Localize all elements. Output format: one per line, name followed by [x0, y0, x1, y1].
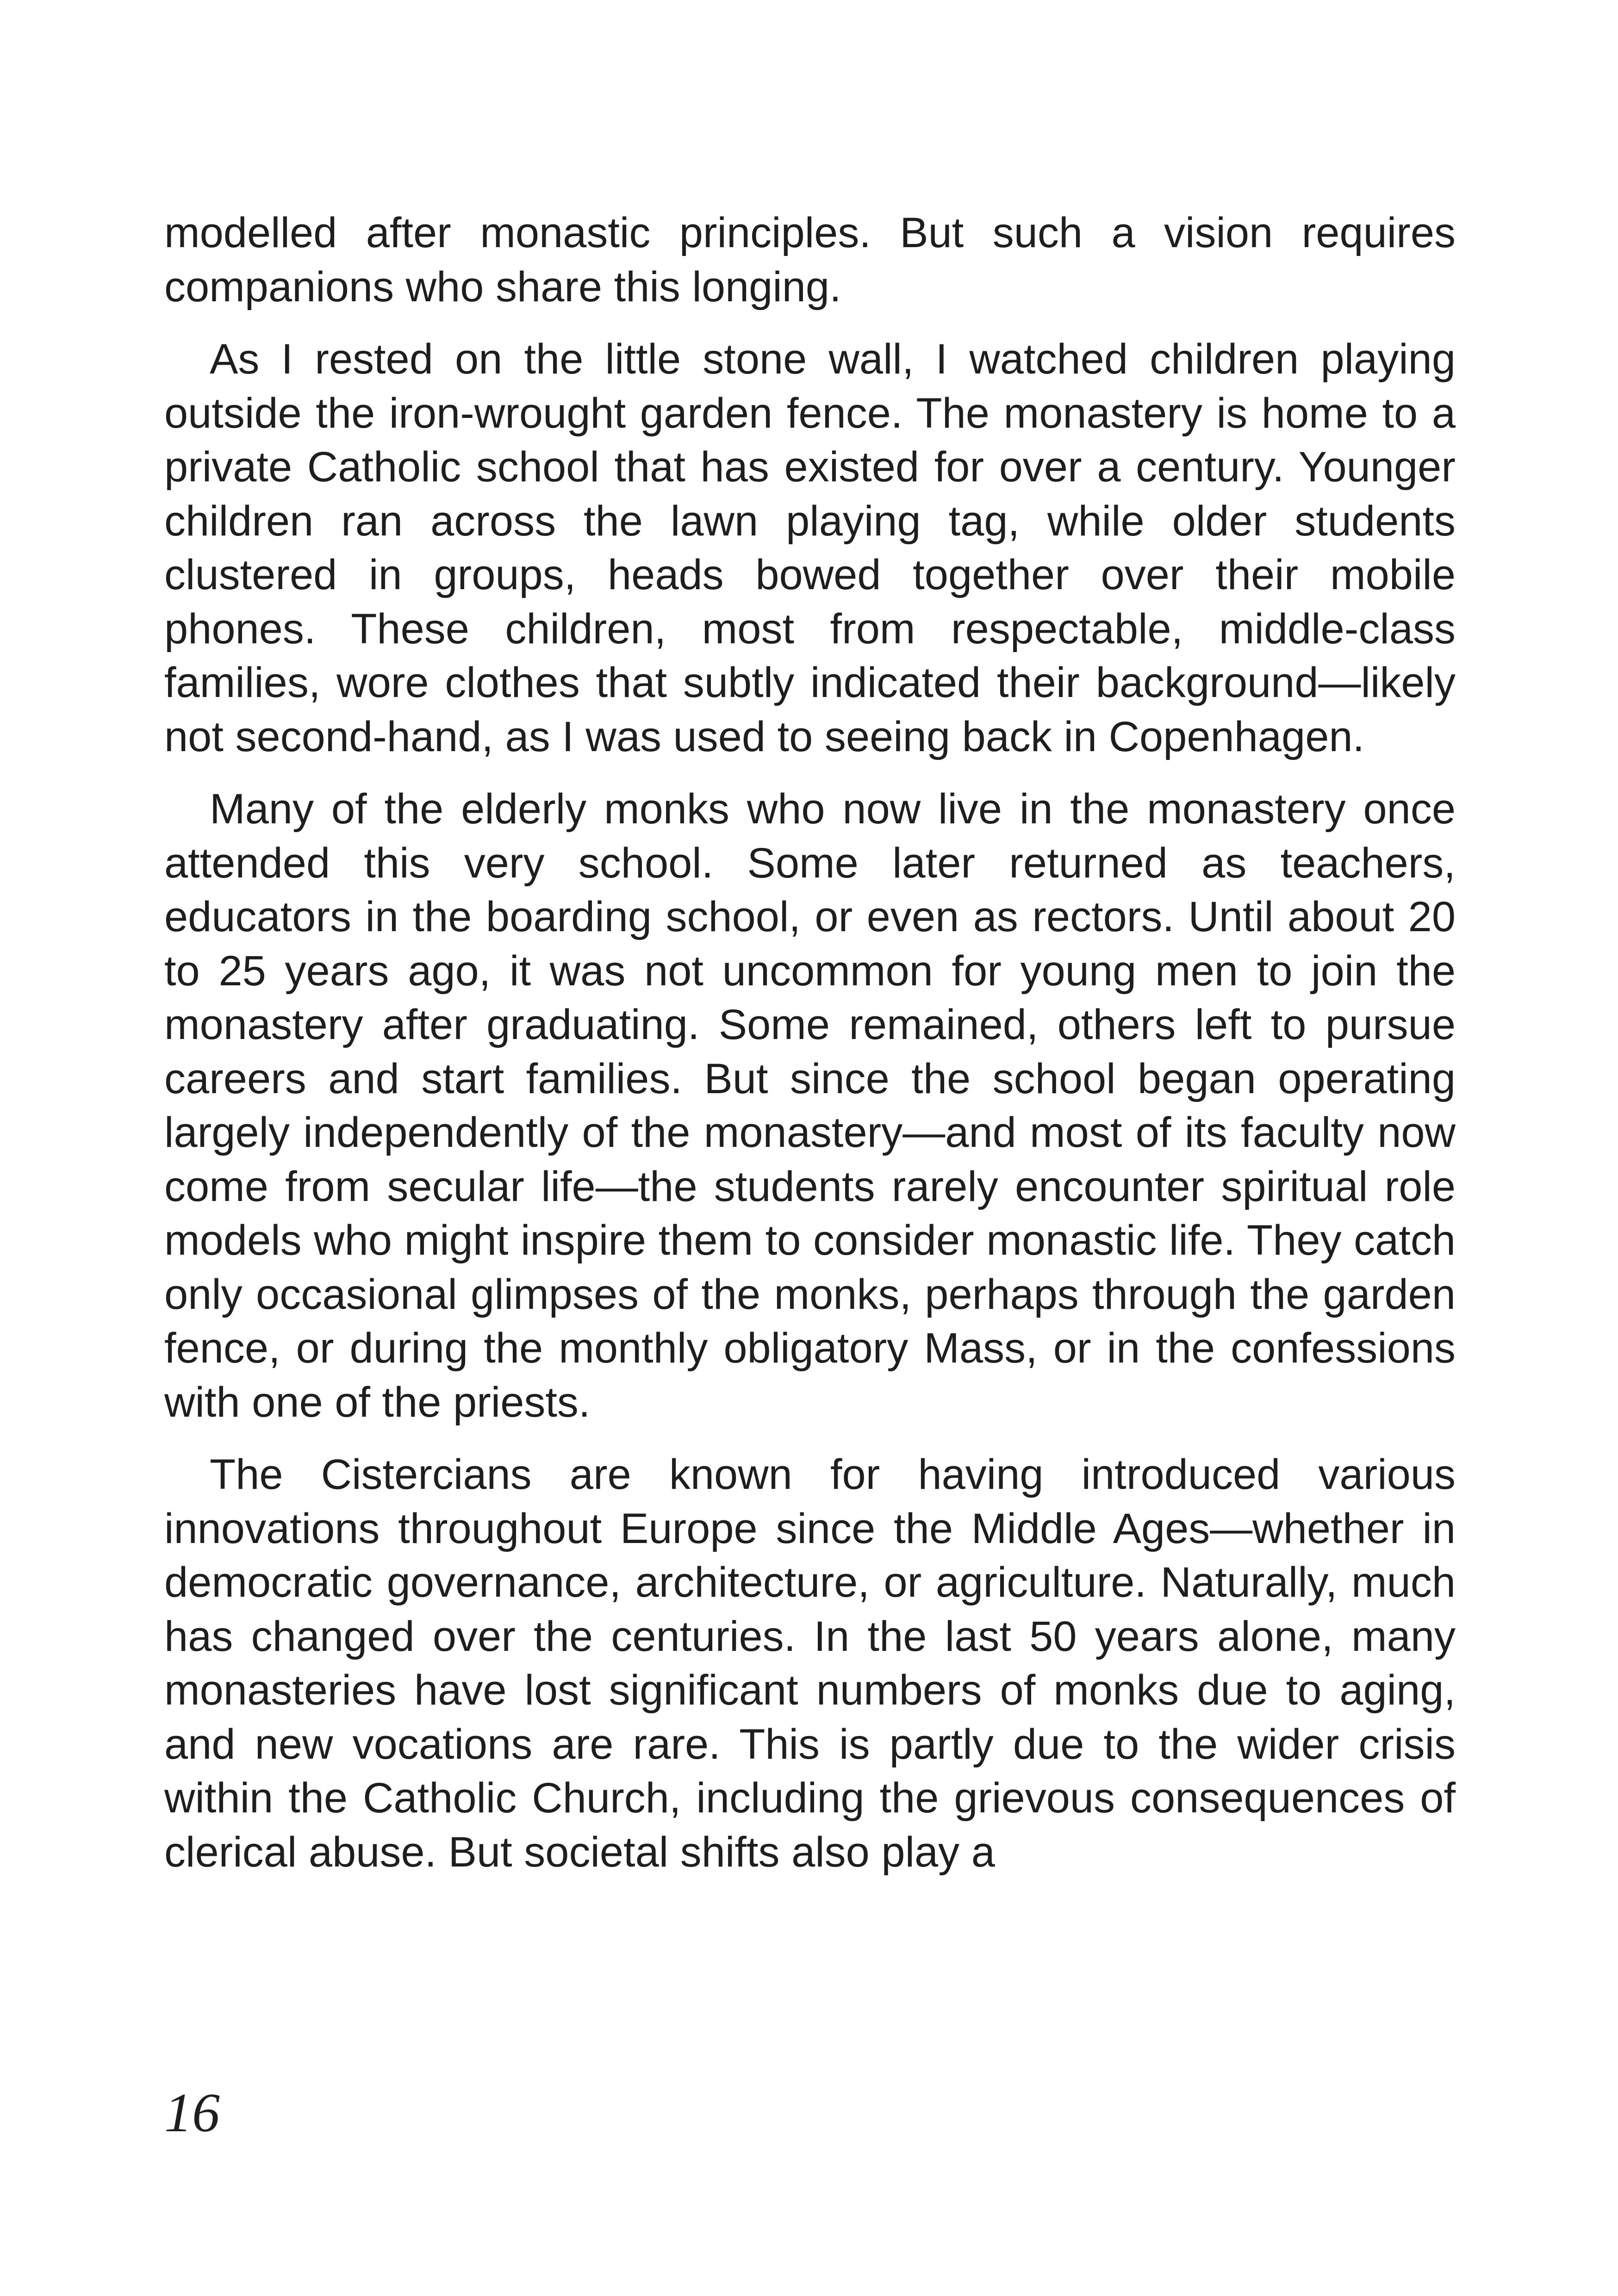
page-number: 16 — [164, 2082, 220, 2143]
paragraph-continued: modelled after monastic principles. But such a vision requires companions who share this longing. — [164, 209, 1456, 311]
paragraph-children-playing: As I rested on the little stone wall, I watched children playing outside the iron-wrought garden fence. The monastery is home to a private Catholic school that has existed for over a century. Younger children ran across the lawn playing tag, while older students clustered in groups, heads bowed together over their mobile phones. These children, most from respectable, middle-class families, wore clothes that subtly indicated their background—likely not second-hand, as I was used to seeing back in Copenhagen. — [164, 336, 1456, 760]
paragraph-cistercians: The Cistercians are known for having introduced various innovations throughout Europe since the Middle Ages—whether in democratic governance, architecture, or agriculture. Naturally, much has changed over the centuries. In the last 50 years alone, many monasteries have lost significant numbers of monks due to aging, and new vocations are rare. This is partly due to the wider crisis within the Catholic Church, including the grievous consequences of clerical abuse. But societal shifts also play a — [164, 1451, 1456, 1876]
paragraph-elderly-monks: Many of the elderly monks who now live in the monastery once attended this very school. Some later returned as teachers, educators in the boarding school, or even as rectors. Until about 20 to 25 years ago, it was not uncommon for young men to join the monastery after graduating. Some remained, others left to pursue careers and start families. But since the school began operating largely independently of the monastery—and most of its faculty now come from secular life—the students rarely encounter spiritual role models who might inspire them to consider monastic life. They catch only occasional glimpses of the monks, perhaps through the garden fence, or during the monthly obligatory Mass, or in the confessions with one of the priests. — [164, 785, 1456, 1426]
body-text — [164, 206, 1456, 1898]
